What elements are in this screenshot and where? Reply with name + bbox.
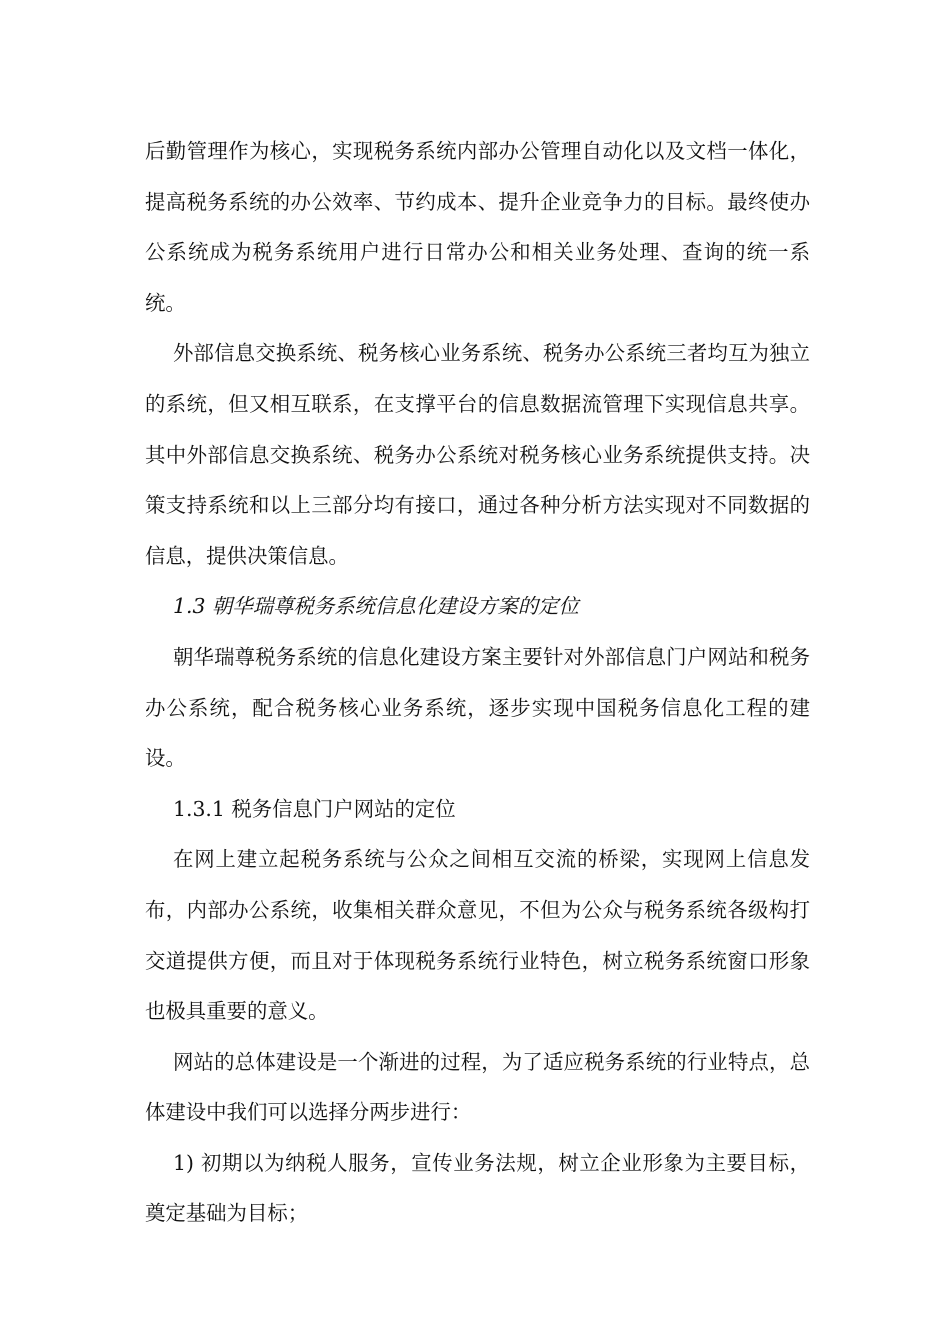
document-body xyxy=(145,126,810,1239)
paragraph-systems-relationship: 外部信息交换系统、税务核心业务系统、税务办公系统三者均互为独立的系统，但又相互联系，在支撑平台的信息数据流管理下实现信息共享。其中外部信息交换系统、税务办公系统对税务核心业务系统提供支持。决策支持系统和以上三部分均有接口，通过各种分析方法实现对不同数据的信息，提供决策信息。 xyxy=(145,341,810,568)
list-item-phase-one: 1) 初期以为纳税人服务，宣传业务法规，树立企业形象为主要目标，奠定基础为目标； xyxy=(145,1150,810,1226)
section-heading-1-3-1: 1.3.1 税务信息门户网站的定位 xyxy=(173,796,456,821)
section-heading-1-3: 1.3 朝华瑞尊税务系统信息化建设方案的定位 xyxy=(173,594,579,619)
paragraph-office-goal: 后勤管理作为核心，实现税务系统内部办公管理自动化以及文档一体化，提高税务系统的办公效率、节约成本、提升企业竞争力的目标。最终使办公系统成为税务系统用户进行日常办公和相关业务处理、查询的统一系统。 xyxy=(145,139,810,315)
paragraph-plan-positioning: 朝华瑞尊税务系统的信息化建设方案主要针对外部信息门户网站和税务办公系统，配合税务核心业务系统，逐步实现中国税务信息化工程的建设。 xyxy=(145,644,810,771)
paragraph-portal-bridge: 在网上建立起税务系统与公众之间相互交流的桥梁，实现网上信息发布，内部办公系统，收集相关群众意见，不但为公众与税务系统各级构打交道提供方便，而且对于体现税务系统行业特色，树立税务系统窗口形象也极具重要的意义。 xyxy=(145,847,810,1024)
paragraph-site-construction: 网站的总体建设是一个渐进的过程，为了适应税务系统的行业特点，总体建设中我们可以选择分两步进行： xyxy=(145,1049,810,1125)
